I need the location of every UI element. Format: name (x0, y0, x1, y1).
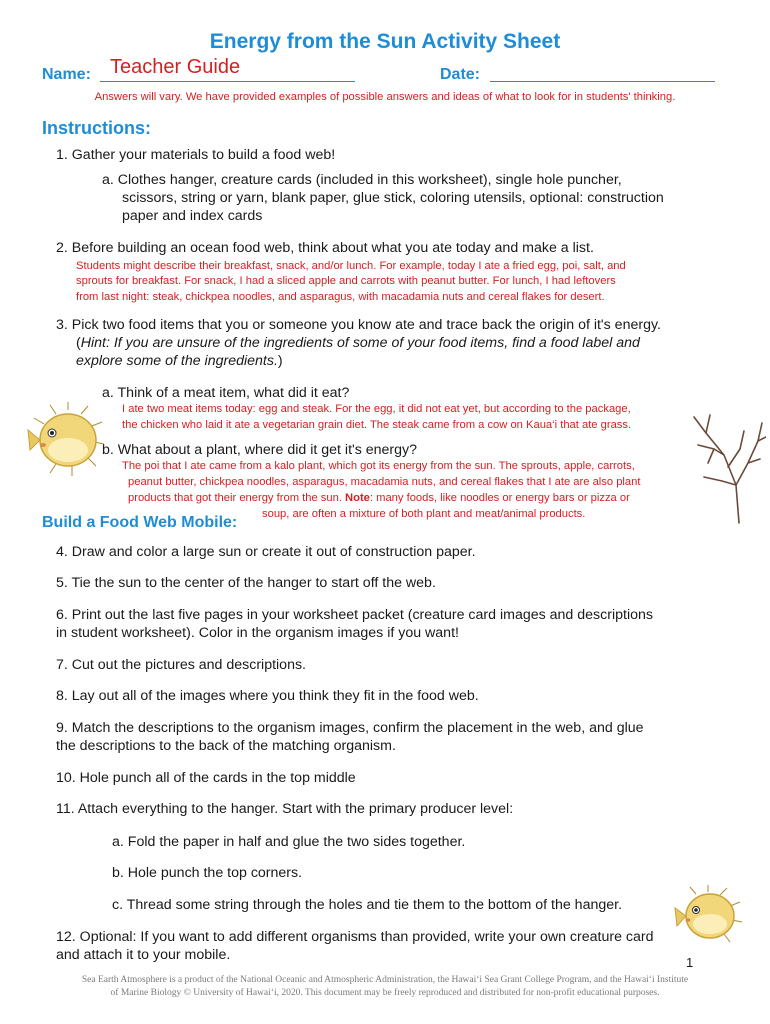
hint-text-2: explore some of the ingredients. (76, 353, 278, 369)
pufferfish-icon-2 (672, 884, 746, 946)
step-3b-answer-1: The poi that I ate came from a kalo plant, which got its energy from the sun. The sprouts, apple, carrots, (122, 460, 635, 472)
footer-line-2: of Marine Biology © University of Hawai‘i, 2020. This document may be freely reproduced and distributed for non-profit educational purposes. (110, 988, 660, 998)
step-3a-answer-2: the chicken who laid it ate a vegetarian grain diet. The steak came from a cow on Kaua‘i that ate grass. (122, 419, 632, 431)
step-10: 10. Hole punch all of the cards in the top middle (56, 770, 356, 786)
step-11a: a. Fold the paper in half and glue the two sides together. (112, 834, 466, 850)
step-2-answer-1: Students might describe their breakfast, snack, and/or lunch. For example, today I ate a fried egg, poi, salt, and (76, 260, 626, 272)
page-number: 1 (686, 955, 694, 970)
answer-3-end: : many foods, like noodles or energy bars or pizza or (369, 492, 630, 504)
page-title: Energy from the Sun Activity Sheet (209, 30, 561, 53)
build-heading: Build a Food Web Mobile: (42, 514, 238, 531)
date-label: Date: (440, 66, 481, 83)
step-12-line1: 12. Optional: If you want to add different organisms than provided, write your own creature card (56, 929, 654, 945)
answers-note: Answers will vary. We have provided examples of possible answers and ideas of what to look for in students' thinking. (94, 91, 676, 103)
step-9-line1: 9. Match the descriptions to the organism images, confirm the placement in the web, and glue (56, 720, 644, 736)
step-3b-answer-3 (128, 491, 630, 506)
step-3b: b. What about a plant, where did it get it's energy? (102, 442, 418, 458)
step-6-line1: 6. Print out the last five pages in your worksheet packet (creature card images and descriptions (56, 607, 653, 623)
step-6-line2: in student worksheet). Color in the organism images if you want! (56, 625, 459, 641)
step-1a-line2: scissors, string or yarn, blank paper, glue stick, coloring utensils, optional: construction (122, 190, 664, 206)
step-3b-answer-2: peanut butter, chickpea noodles, asparagus, macadamia nuts, and cereal flakes that I ate are also plant (128, 476, 641, 488)
step-12-line2: and attach it to your mobile. (56, 947, 231, 963)
step-3a-answer-1: I ate two meat items today: egg and steak. For the egg, it did not eat yet, but according to the package, (122, 403, 631, 415)
step-1a-line1: a. Clothes hanger, creature cards (included in this worksheet), single hole puncher, (102, 172, 622, 188)
step-8: 8. Lay out all of the images where you think they fit in the food web. (56, 688, 479, 704)
name-value: Teacher Guide (110, 56, 241, 78)
step-3a: a. Think of a meat item, what did it eat? (102, 385, 350, 401)
date-field[interactable] (490, 61, 715, 82)
footer (0, 974, 770, 1000)
step-3-line3 (76, 352, 283, 370)
coral-branch-icon (684, 405, 766, 525)
step-9-line2: the descriptions to the back of the matching organism. (56, 738, 396, 754)
pufferfish-icon (26, 400, 108, 480)
step-11b: b. Hole punch the top corners. (112, 865, 303, 881)
step-11: 11. Attach everything to the hanger. Start with the primary producer level: (56, 801, 514, 817)
hint-text-1: Hint: If you are unsure of the ingredients of some of your food items, find a food label and (80, 335, 640, 351)
step-2: 2. Before building an ocean food web, think about what you ate today and make a list. (56, 240, 594, 256)
name-label: Name: (42, 66, 91, 83)
step-1: 1. Gather your materials to build a food web! (56, 147, 336, 163)
step-4: 4. Draw and color a large sun or create it out of construction paper. (56, 544, 476, 560)
footer-line-1: Sea Earth Atmosphere is a product of the National Oceanic and Atmospheric Administration, the Hawai‘i Sea Grant College Program, and the Hawai‘i Institute (81, 975, 689, 985)
note-label: Note (345, 492, 370, 504)
hint-open-paren: ( (76, 335, 81, 351)
step-5: 5. Tie the sun to the center of the hanger to start off the web. (56, 575, 436, 591)
hint-close-paren: ) (277, 353, 283, 369)
step-7: 7. Cut out the pictures and descriptions. (56, 657, 306, 673)
instructions-heading: Instructions: (42, 118, 152, 138)
step-2-answer-3: from last night: steak, chickpea noodles, and asparagus, with macadamia nuts and cereal flakes for desert. (76, 291, 605, 303)
step-3-line1: 3. Pick two food items that you or someone you know ate and trace back the origin of it's energy. (56, 317, 661, 333)
answer-3-start: products that got their energy from the sun. (128, 492, 346, 504)
step-3-line2 (76, 334, 640, 352)
step-1a-line3: paper and index cards (122, 208, 263, 224)
step-3b-answer-4: soup, are often a mixture of both plant and meat/animal products. (262, 508, 586, 520)
step-2-answer-2: sprouts for breakfast. For snack, I had a sliced apple and carrots with peanut butter. For lunch, I had leftovers (76, 275, 616, 287)
step-11c: c. Thread some string through the holes and tie them to the bottom of the hanger. (112, 897, 623, 913)
